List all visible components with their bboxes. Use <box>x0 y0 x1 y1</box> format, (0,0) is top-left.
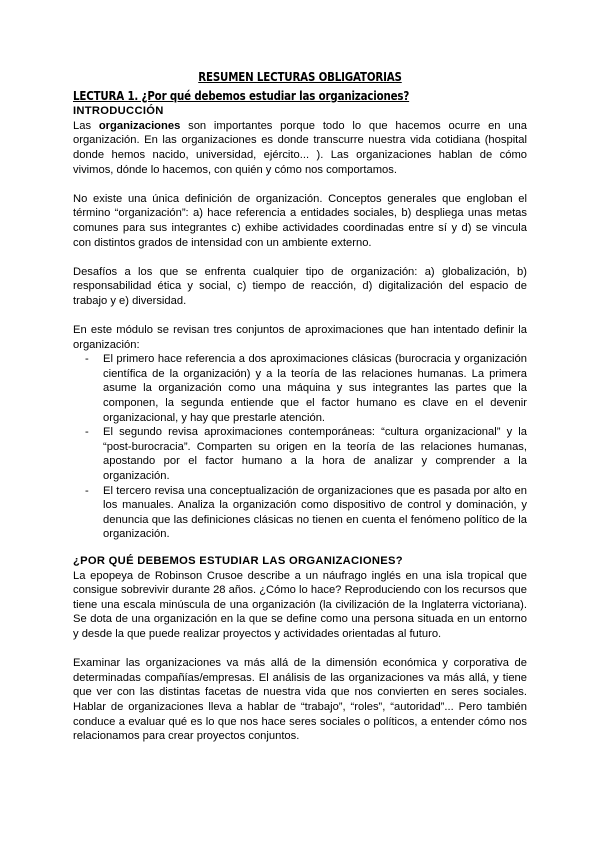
why-heading: ¿POR QUÉ DEBEMOS ESTUDIAR LAS ORGANIZACIONES? <box>73 555 403 567</box>
intro-p1-bold: organizaciones <box>98 119 181 132</box>
lecture-title: LECTURA 1. ¿Por qué debemos estudiar las organizaciones? <box>73 87 410 103</box>
list-item: - El tercero revisa una conceptualización de organizaciones que es pasada por alto en los manuales. Analiza la organización como dispositivo de control y dominación, y denuncia que las definiciones clásicas no tienen en cuenta el fenómeno político de la organización. <box>103 484 527 542</box>
intro-paragraph-3: Desafíos a los que se enfrenta cualquier tipo de organización: a) globalización, b) responsabilidad ética y social, c) tiempo de reacción, d) digitalización del espacio de trabajo y e) diversidad. <box>73 265 527 307</box>
list-item: - El segundo revisa aproximaciones contemporáneas: “cultura organizacional” y la “post-burocracia”. Comparten su origen en la teoría de las relaciones humanas, apostando por el factor humano a la hora de analizar y comprender a la organización. <box>103 425 527 483</box>
intro-p1-rest: son importantes porque todo lo que hacemos ocurre en una organización. En las organizaciones es donde transcurre nuestra vida cotidiana (hospital donde hemos nacido, universidad, ejército... ). Las organizaciones hablan de cómo vivimos, dónde lo hacemos, con quién y cómo nos comportamos. <box>73 119 527 176</box>
intro-p1-lead: Las <box>73 119 99 132</box>
approaches-list <box>73 352 527 542</box>
why-paragraph-1: La epopeya de Robinson Crusoe describe a un náufrago inglés en una isla tropical que consigue sobrevivir durante 28 años. ¿Cómo lo hace? Reproduciendo con los recursos que tiene una escala minúscula de una organización (la civilización de la Inglaterra victoriana). Se dota de una organización en la que se define como una persona situada en un entorno y desde la que puede realizar proyectos y actividades orientadas al futuro. <box>73 569 527 640</box>
document-title: RESUMEN LECTURAS OBLIGATORIAS <box>198 69 402 84</box>
document-page <box>73 70 527 744</box>
intro-heading: INTRODUCCIÓN <box>73 105 164 118</box>
intro-paragraph-1 <box>73 119 527 177</box>
list-item: - El primero hace referencia a dos aproximaciones clásicas (burocracia y organización científica de la organización) y a la teoría de las relaciones humanas. La primera asume la organización como una máquina y sus integrantes las partes que la componen, la segunda entiende que el factor humano es clave en el devenir organizacional, y hay que prestarle atención. <box>103 352 527 425</box>
why-paragraph-2: Examinar las organizaciones va más allá de la dimensión económica y corporativa de determinadas compañías/empresas. El análisis de las organizaciones va más allá, y tiene que ver con las distintas facetas de nuestra vida que nos convierten en seres sociales. Hablar de organizaciones lleva a hablar de “trabajo”, “roles”, “autoridad”... Pero también conduce a evaluar qué es lo que nos hace seres sociales o políticos, a entender cómo nos relacionamos para crear proyectos conjuntos. <box>73 657 527 743</box>
intro-paragraph-4: En este módulo se revisan tres conjuntos de aproximaciones que han intentado definir la organización: <box>73 324 527 351</box>
intro-paragraph-2: No existe una única definición de organización. Conceptos generales que engloban el término “organización”: a) hace referencia a entidades sociales, b) despliega unas metas comunes para sus integrantes c) exhibe actividades coordinadas entre sí y d) se vincula con distintos grados de intensidad con un ambiente externo. <box>73 192 527 249</box>
